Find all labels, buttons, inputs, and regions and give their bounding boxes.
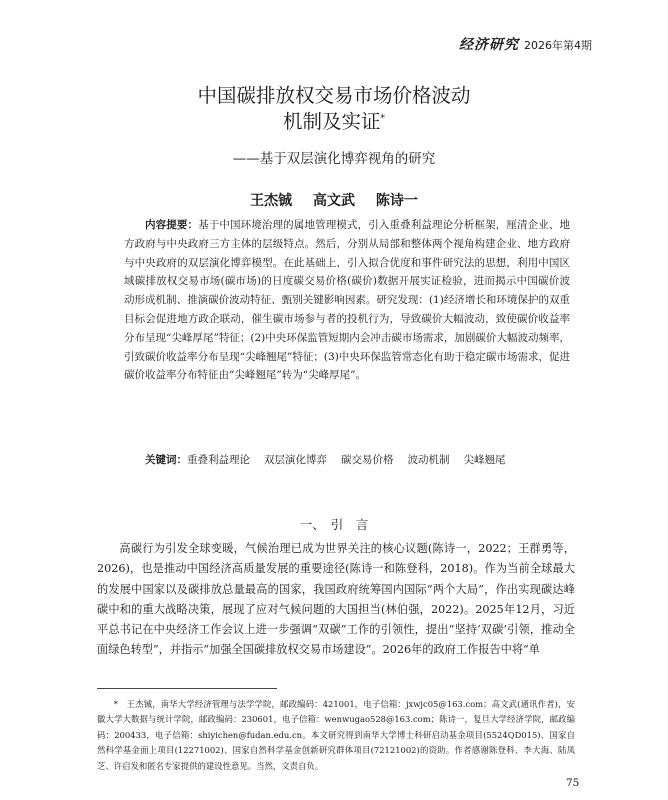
author-name: 高文武 — [313, 193, 355, 209]
footnote-marker: * — [113, 699, 118, 709]
author-list — [0, 190, 668, 210]
section-number: 一、 — [299, 517, 325, 532]
journal-name: 经济研究 — [459, 37, 519, 53]
footnote-text: 王杰铖，南华大学经济管理与法学学院，邮政编码：421001，电子信箱：jxwjc05@163.com；高文武(通讯作者)，安徽大学大数据与统计学院，邮政编码：230601，电子信箱：wenwugao528@163.com；陈诗一，复旦大学经济学院，邮政编码：200433，电子信箱：shiyichen@fudan.edu.cn。本文研究得到南华大学博士科研启动基金项目(5524QD015)、国家自然科学基金面上项目(12271002)、国家自然科学基金创新研究群体项目(72121002)的资助。作者感谢陈登科、李大海、陆凤芝、许启发和匿名专家提供的建设性意见。当然，文责自负。 — [97, 699, 575, 771]
keyword: 碳交易价格 — [341, 454, 394, 466]
keyword: 重叠利益理论 — [187, 454, 250, 466]
section-title: 引 言 — [330, 517, 369, 532]
keyword: 尖峰翘尾 — [463, 454, 506, 466]
running-header — [0, 34, 592, 54]
article-title-line-2-text: 机制及实证 — [282, 110, 381, 133]
section-heading — [0, 515, 668, 533]
footnote-divider — [97, 688, 277, 689]
keywords-label: 关键词： — [145, 454, 187, 466]
abstract-text: 基于中国环境治理的属地管理模式，引入重叠利益理论分析框架，厘清企业、地方政府与中央政府三方主体的层级特点。然后，分别从局部和整体两个视角构建企业、地方政府与中央政府的双层演化博弈模型。在此基础上，引入拟合优度和事件研究法的思想，利用中国区域碳排放权交易市场(碳市场)的日度碳交易价格(碳价)数据开展实证检验，进而揭示中国碳价波动形成机制、推演碳价波动特征、甄别关键影响因素。研究发现：(1)经济增长和环境保护的双重目标会促进地方政企联动，催生碳市场参与者的投机行为，导致碳价大幅波动，致使碳价收益率分布呈现“尖峰厚尾”特征；(2)中央环保监管短期内会冲击碳市场需求，加剧碳价大幅波动频率，引致碳价收益率分布呈现“尖峰翘尾”特征；(3)中央环保监管常态化有助于稳定碳市场需求，促进碳价收益率分布特征由“尖峰翘尾”转为“尖峰厚尾”。 — [124, 219, 571, 382]
article-title-line-2 — [0, 110, 668, 134]
title-footnote-marker[interactable]: * — [380, 114, 385, 124]
body-paragraph: 高碳行为引发全球变暖，气候治理已成为世界关注的核心议题(陈诗一，2022；王群勇等，2026)，也是推动中国经济高质量发展的重要途径(陈诗一和陈登科，2018)。作为当前全球最大的发展中国家以及碳排放总量最高的国家，我国政府统筹国内国际“两个大局”，作出实现碳达峰碳中和的重大战略决策，展现了应对气候问题的大国担当(林伯强，2022)。2025年12月，习近平总书记在中央经济工作会议上进一步强调“双碳”工作的引领性，提出“坚持‘双碳’引领，推动全面绿色转型”，并指示“加强全国碳排放权交易市场建设”。2026年的政府工作报告中将“单 — [97, 542, 575, 657]
page-number: 75 — [566, 777, 580, 789]
footnote — [97, 697, 575, 774]
keywords — [124, 451, 570, 470]
article-subtitle: ——基于双层演化博弈视角的研究 — [232, 151, 436, 167]
keyword: 波动机制 — [407, 454, 450, 466]
abstract-label: 内容提要： — [145, 219, 199, 231]
author-name: 陈诗一 — [375, 193, 418, 209]
keyword: 双层演化博弈 — [264, 454, 327, 466]
abstract — [124, 216, 570, 385]
author-name: 王杰铖 — [250, 193, 293, 209]
article-title-line-1: 中国碳排放权交易市场价格波动 — [197, 84, 471, 107]
issue-number: 2026年第4期 — [524, 39, 592, 52]
